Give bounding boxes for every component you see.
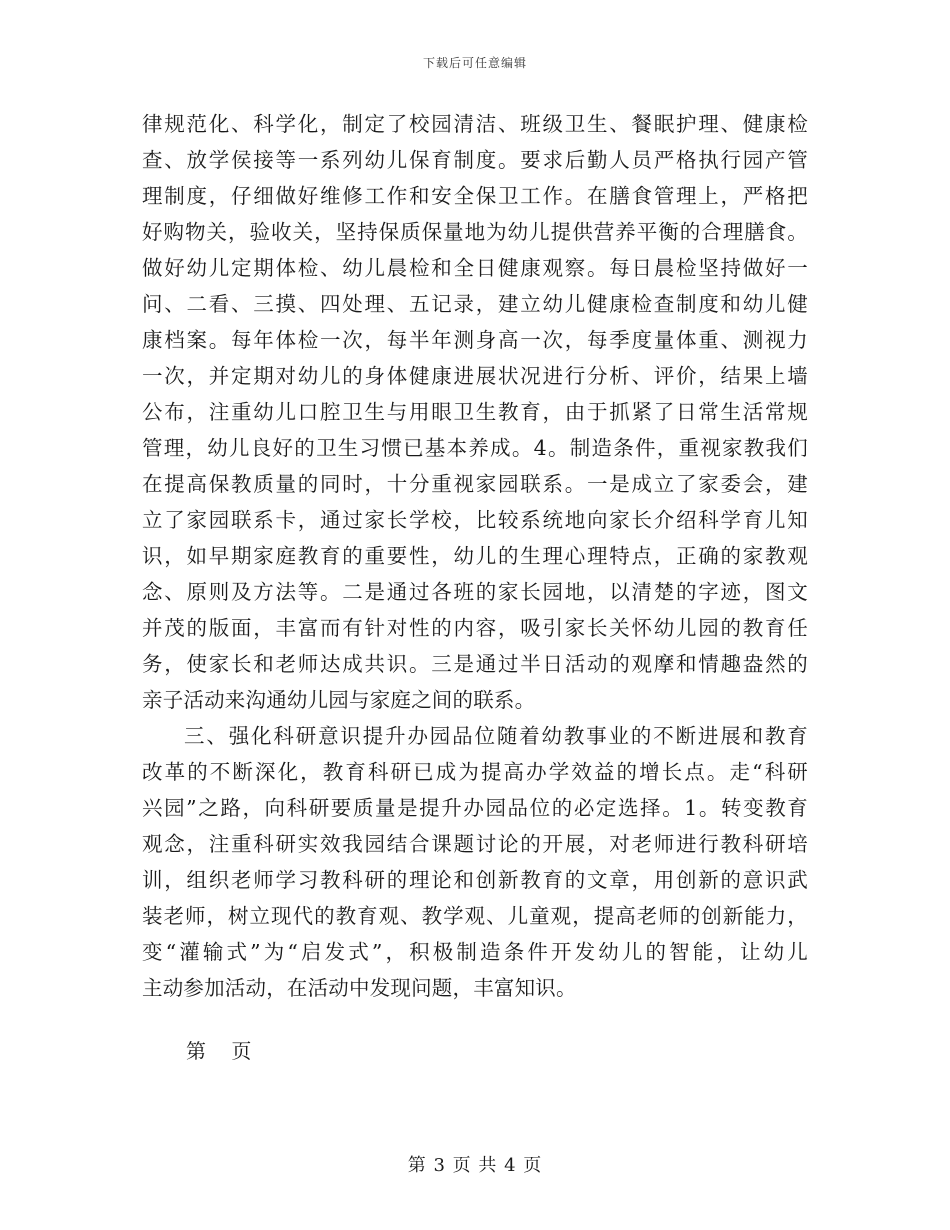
text-line: 在提高保教质量的同时，十分重视家园联系。一是成立了家委会，建	[142, 472, 808, 496]
page-footer: 第 3 页 共 4 页	[407, 1155, 543, 1176]
text-line: 识，如早期家庭教育的重要性，幼儿的生理心理特点，正确的家教观	[142, 544, 808, 568]
text-line: 做好幼儿定期体检、幼儿晨检和全日健康观察。每日晨检坚持做好一	[142, 256, 808, 280]
text-line: 亲子活动来沟通幼儿园与家庭之间的联系。	[142, 688, 536, 712]
text-line: 兴园”之路，向科研要质量是提升办园品位的必定选择。1。转变教育	[142, 796, 808, 820]
text-line: 并茂的版面，丰富而有针对性的内容，吸引家长关怀幼儿园的教育任	[142, 616, 808, 640]
text-line: 装老师，树立现代的教育观、教学观、儿童观，提高老师的创新能力，	[142, 904, 808, 928]
section-heading-line: 三、强化科研意识提升办园品位随着幼教事业的不断进展和教育	[184, 724, 808, 748]
header-note: 下载后可任意编辑	[422, 56, 527, 70]
text-line: 管理，幼儿良好的卫生习惯已基本养成。4。制造条件，重视家教我们	[142, 436, 808, 460]
text-line: 康档案。每年体检一次，每半年测身高一次，每季度量体重、测视力	[142, 328, 808, 352]
text-line: 问、二看、三摸、四处理、五记录，建立幼儿健康检查制度和幼儿健	[142, 292, 808, 316]
page-label: 第 页	[186, 1039, 252, 1063]
text-line: 理制度，仔细做好维修工作和安全保卫工作。在膳食管理上，严格把	[142, 184, 808, 208]
text-line: 立了家园联系卡，通过家长学校，比较系统地向家长介绍科学育儿知	[142, 508, 808, 532]
text-line: 务，使家长和老师达成共识。三是通过半日活动的观摩和情趣盎然的	[142, 652, 808, 676]
text-line: 训，组织老师学习教科研的理论和创新教育的文章，用创新的意识武	[142, 868, 808, 892]
text-line: 律规范化、科学化，制定了校园清洁、班级卫生、餐眠护理、健康检	[142, 112, 808, 136]
text-line: 一次，并定期对幼儿的身体健康进展状况进行分析、评价，结果上墙	[142, 364, 808, 388]
document-body	[142, 106, 808, 1006]
text-line: 观念，注重科研实效我园结合课题讨论的开展，对老师进行教科研培	[142, 832, 808, 856]
text-line: 主动参加活动，在活动中发现问题，丰富知识。	[142, 976, 577, 1000]
text-line: 公布，注重幼儿口腔卫生与用眼卫生教育，由于抓紧了日常生活常规	[142, 400, 808, 424]
text-line: 查、放学侯接等一系列幼儿保育制度。要求后勤人员严格执行园产管	[142, 148, 808, 172]
text-line: 变“灌输式”为“启发式”，积极制造条件开发幼儿的智能，让幼儿	[142, 940, 808, 964]
text-line: 改革的不断深化，教育科研已成为提高办学效益的增长点。走“科研	[142, 760, 808, 784]
text-line: 念、原则及方法等。二是通过各班的家长园地，以清楚的字迹，图文	[142, 580, 808, 604]
text-line: 好购物关，验收关，坚持保质保量地为幼儿提供营养平衡的合理膳食。	[142, 220, 808, 244]
